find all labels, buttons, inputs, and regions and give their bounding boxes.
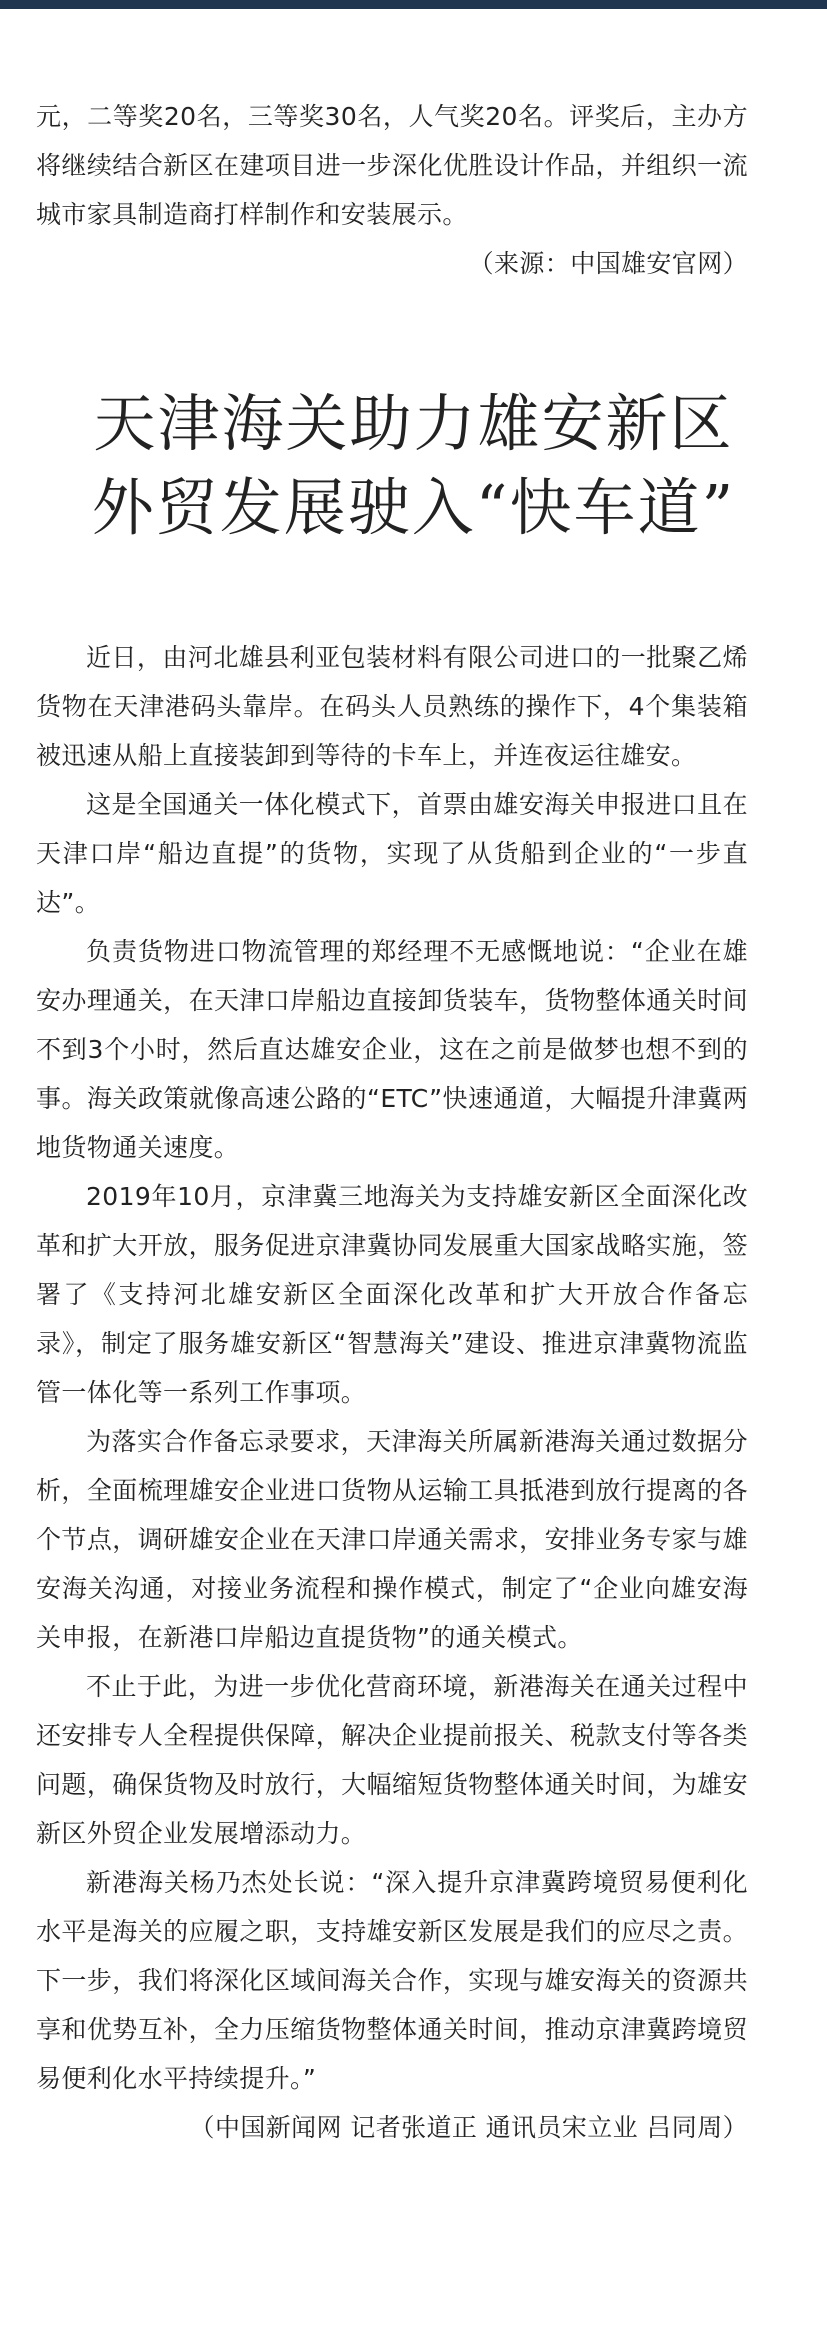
headline-line-2: 外贸发展驶入“快车道” <box>91 471 736 544</box>
body-paragraph: 不止于此，为进一步优化营商环境，新港海关在通关过程中还安排专人全程提供保障，解决企业提前报关、税款支付等各类问题，确保货物及时放行，大幅缩短货物整体通关时间，为雄安新区外贸企业发展增添动力。 <box>36 1672 748 1848</box>
body-paragraph: 负责货物进口物流管理的郑经理不无感慨地说：“企业在雄安办理通关，在天津口岸船边直接卸货装车，货物整体通关时间不到3个小时，然后直达雄安企业，这在之前是做梦也想不到的事。海关政策就像高速公路的“ETC”快速通道，大幅提升津冀两地货物通关速度。 <box>36 937 748 1162</box>
body-paragraph: 为落实合作备忘录要求，天津海关所属新港海关通过数据分析，全面梳理雄安企业进口货物从运输工具抵港到放行提离的各个节点，调研雄安企业在天津口岸通关需求，安排业务专家与雄安海关沟通，对接业务流程和操作模式，制定了“企业向雄安海关申报，在新港口岸船边直提货物”的通关模式。 <box>36 1427 748 1652</box>
headline-line-1: 天津海关助力雄安新区 <box>93 387 734 460</box>
body-paragraph: 近日，由河北雄县利亚包装材料有限公司进口的一批聚乙烯货物在天津港码头靠岸。在码头人员熟练的操作下，4个集装箱被迅速从船上直接装卸到等待的卡车上，并连夜运往雄安。 <box>36 643 748 770</box>
article-source: （中国新闻网 记者张道正 通讯员宋立业 吕同周） <box>189 2113 748 2142</box>
previous-article-tail <box>36 92 748 288</box>
body-paragraph: 这是全国通关一体化模式下，首票由雄安海关申报进口且在天津口岸“船边直提”的货物，实现了从货船到企业的“一步直达”。 <box>36 790 748 917</box>
body-paragraph: 新港海关杨乃杰处长说：“深入提升京津冀跨境贸易便利化水平是海关的应履之职，支持雄安新区发展是我们的应尽之责。下一步，我们将深化区域间海关合作，实现与雄安海关的资源共享和优势互补，全力压缩货物整体通关时间，推动京津冀跨境贸易便利化水平持续提升。” <box>36 1868 748 2093</box>
top-color-bar <box>0 0 827 9</box>
intro-paragraph: 元，二等奖20名，三等奖30名，人气奖20名。评奖后，主办方将继续结合新区在建项目进一步深化优胜设计作品，并组织一流城市家具制造商打样制作和安装展示。 <box>36 102 748 229</box>
intro-source: （来源：中国雄安官网） <box>468 249 748 278</box>
article-body <box>36 633 748 2152</box>
article-headline <box>0 382 827 550</box>
body-paragraph: 2019年10月，京津冀三地海关为支持雄安新区全面深化改革和扩大开放，服务促进京津冀协同发展重大国家战略实施，签署了《支持河北雄安新区全面深化改革和扩大开放合作备忘录》，制定了服务雄安新区“智慧海关”建设、推进京津冀物流监管一体化等一系列工作事项。 <box>36 1182 748 1407</box>
